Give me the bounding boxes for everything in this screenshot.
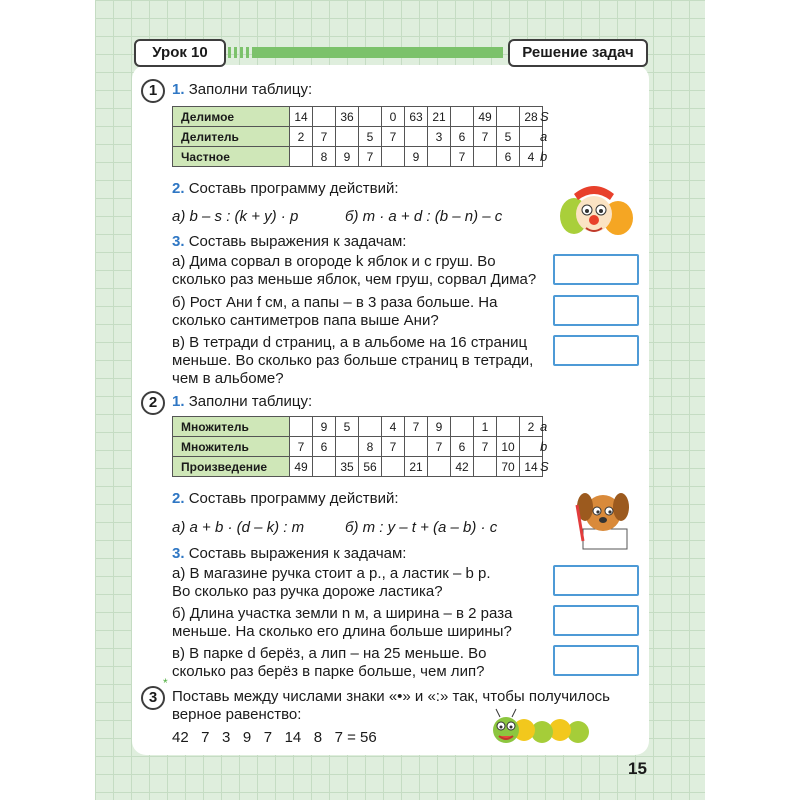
ex1-table-cell: 7 (359, 147, 382, 167)
ex1-table-cell: 6 (497, 147, 520, 167)
ex2-table-variable-label: b (540, 439, 548, 454)
answer-box-2c[interactable] (553, 645, 639, 676)
ex2-table-cell: 21 (405, 457, 428, 477)
ex2-table-cell[interactable] (497, 417, 520, 437)
ex2-table-cell[interactable] (451, 417, 474, 437)
ex1-problem-c-line1: в) В тетради d страниц, а в альбоме на 16 страниц (172, 334, 528, 351)
ex2-table-cell: 70 (497, 457, 520, 477)
ex1-task3-title: 3. Составь выражения к задачам: (172, 233, 407, 250)
ex1-table-cell[interactable] (313, 107, 336, 127)
ex1-table-cell: 7 (382, 127, 405, 147)
ex2-table-cell[interactable] (359, 417, 382, 437)
answer-box-2b[interactable] (553, 605, 639, 636)
ex1-table-variable-label: a (540, 129, 548, 144)
ex1-table-cell: 6 (451, 127, 474, 147)
ex2-table-cell: 1 (474, 417, 497, 437)
ex2-table-cell: 7 (474, 437, 497, 457)
ex1-table-cell: 8 (313, 147, 336, 167)
ex1-table-cell[interactable] (497, 107, 520, 127)
lesson-label: Урок 10 (134, 39, 226, 67)
ex2-table-cell: 42 (451, 457, 474, 477)
ex1-problem-c-line3: чем в альбоме? (172, 370, 284, 387)
ex1-table-cell: 7 (474, 127, 497, 147)
ex2-table-cell: 56 (359, 457, 382, 477)
ex1-problem-a-line1: а) Дима сорвал в огороде k яблок и c груш. Во (172, 253, 496, 270)
ex1-table-cell: 9 (405, 147, 428, 167)
answer-box-1a[interactable] (553, 254, 639, 285)
ex2-table-cell[interactable] (313, 457, 336, 477)
ex1-table-cell: 28 (520, 107, 543, 127)
ex2-table-cell: 7 (382, 437, 405, 457)
topic-label: Решение задач (508, 39, 648, 67)
ex1-table-cell: 63 (405, 107, 428, 127)
ex2-table-cell: 5 (336, 417, 359, 437)
ex2-table-variable-label: a (540, 419, 548, 434)
exercise-2-number: 2 (141, 391, 165, 415)
ex1-table-cell[interactable] (474, 147, 497, 167)
ex2-table-cell: 6 (313, 437, 336, 457)
multiplication-table (172, 416, 543, 477)
ex1-table-cell: 36 (336, 107, 359, 127)
ex1-problem-b-line1: б) Рост Ани f см, а папы – в 3 раза больше. На (172, 294, 498, 311)
ex1-table-cell: 49 (474, 107, 497, 127)
ex2-table-row-label: Множитель (173, 417, 290, 437)
page-number: 15 (628, 759, 647, 778)
ex1-expression-b: б) m · a + d : (b – n) – c (345, 208, 503, 225)
ex2-expression-a: а) a + b · (d – k) : m (172, 519, 305, 536)
ex1-problem-c-line2: меньше. Во сколько раз больше страниц в тетради, (172, 352, 534, 369)
ex1-problem-b-line2: сколько сантиметров папа выше Ани? (172, 312, 439, 329)
ex1-table-cell[interactable] (290, 147, 313, 167)
ex1-table-cell: 7 (451, 147, 474, 167)
ex2-problem-a-line2: Во сколько раз ручка дороже ластика? (172, 583, 443, 600)
division-table (172, 106, 543, 167)
ex2-table-cell[interactable] (382, 457, 405, 477)
exercise-3-number: 3 (141, 686, 165, 710)
ex1-table-row-label: Частное (173, 147, 290, 167)
ex1-table-cell[interactable] (451, 107, 474, 127)
ex2-table-cell: 7 (428, 437, 451, 457)
ex1-table-cell: 4 (520, 147, 543, 167)
ex2-table-row (173, 457, 543, 477)
ex2-table-cell: 8 (359, 437, 382, 457)
ex1-table-cell[interactable] (359, 107, 382, 127)
ex1-table-row-label: Делимое (173, 107, 290, 127)
ex2-table-row-label: Произведение (173, 457, 290, 477)
ex1-table-row (173, 127, 543, 147)
ex1-table-cell: 3 (428, 127, 451, 147)
ex3-text-line2: верное равенство: (172, 706, 302, 723)
ex2-task1-title: 1. Заполни таблицу: (172, 393, 313, 410)
ex2-task2-title: 2. Составь программу действий: (172, 490, 399, 507)
ex1-table-cell: 5 (497, 127, 520, 147)
exercise-1-number: 1 (141, 79, 165, 103)
ex2-table-cell[interactable] (336, 437, 359, 457)
ex2-table-row (173, 417, 543, 437)
ex2-table-cell[interactable] (405, 437, 428, 457)
ex2-problem-a-line1: а) В магазине ручка стоит a р., а ластик – b р. (172, 565, 491, 582)
answer-box-1c[interactable] (553, 335, 639, 366)
ex2-table-cell: 9 (313, 417, 336, 437)
ex1-table-cell[interactable] (336, 127, 359, 147)
ex1-table-row (173, 147, 543, 167)
ex2-table-cell: 49 (290, 457, 313, 477)
ex1-task1-title: 1. Заполни таблицу: (172, 81, 313, 98)
ex1-expression-a: а) b – s : (k + y) · p (172, 208, 299, 225)
ex2-table-cell: 9 (428, 417, 451, 437)
clown-fruit-illustration (552, 180, 637, 242)
ex1-table-cell[interactable] (428, 147, 451, 167)
answer-box-2a[interactable] (553, 565, 639, 596)
ex2-table-row (173, 437, 543, 457)
ex2-problem-b-line1: б) Длина участка земли n м, а ширина – в 2 раза (172, 605, 513, 622)
ex2-table-cell: 6 (451, 437, 474, 457)
ex2-table-cell: 14 (520, 457, 543, 477)
ex1-table-cell: 14 (290, 107, 313, 127)
ex2-expression-b: б) m : y – t + (a – b) · c (345, 519, 498, 536)
ex1-table-cell: 9 (336, 147, 359, 167)
dog-writing-illustration (563, 485, 635, 553)
ex2-table-cell: 10 (497, 437, 520, 457)
ex1-task2-title: 2. Составь программу действий: (172, 180, 399, 197)
ex1-table-cell: 5 (359, 127, 382, 147)
answer-box-1b[interactable] (553, 295, 639, 326)
ex1-table-row-label: Делитель (173, 127, 290, 147)
ex1-table-cell: 0 (382, 107, 405, 127)
ex2-table-cell: 35 (336, 457, 359, 477)
caterpillar-illustration (478, 706, 600, 750)
ex2-table-cell[interactable] (428, 457, 451, 477)
ex2-table-cell[interactable] (474, 457, 497, 477)
ex1-table-cell: 21 (428, 107, 451, 127)
ex2-problem-c-line2: сколько раз берёз в парке больше, чем лип? (172, 663, 485, 680)
ex2-table-cell: 2 (520, 417, 543, 437)
header-bar (228, 47, 503, 58)
ex1-problem-a-line2: сколько раз меньше яблок, чем груш, сорвал Дима? (172, 271, 537, 288)
ex3-text-line1: Поставь между числами знаки «•» и «:» так, чтобы получилось (172, 688, 610, 705)
ex2-problem-b-line2: меньше. На сколько его длина больше ширины? (172, 623, 512, 640)
ex1-table-cell: 2 (290, 127, 313, 147)
ex2-table-cell: 4 (382, 417, 405, 437)
ex2-table-cell: 7 (405, 417, 428, 437)
ex2-problem-c-line1: в) В парке d берёз, а лип – на 25 меньше. Во (172, 645, 487, 662)
ex1-table-variable-label: b (540, 149, 548, 164)
ex3-equation: 42 7 3 9 7 14 8 7 = 56 (172, 729, 377, 746)
ex2-table-cell: 7 (290, 437, 313, 457)
ex2-table-cell[interactable] (290, 417, 313, 437)
ex1-table-variable-label: S (540, 109, 549, 124)
ex2-table-variable-label: S (540, 459, 549, 474)
ex2-table-row-label: Множитель (173, 437, 290, 457)
ex2-task3-title: 3. Составь выражения к задачам: (172, 545, 407, 562)
ex1-table-row (173, 107, 543, 127)
ex1-table-cell[interactable] (382, 147, 405, 167)
ex1-table-cell[interactable] (405, 127, 428, 147)
difficulty-star-icon: * (163, 676, 168, 690)
ex1-table-cell: 7 (313, 127, 336, 147)
